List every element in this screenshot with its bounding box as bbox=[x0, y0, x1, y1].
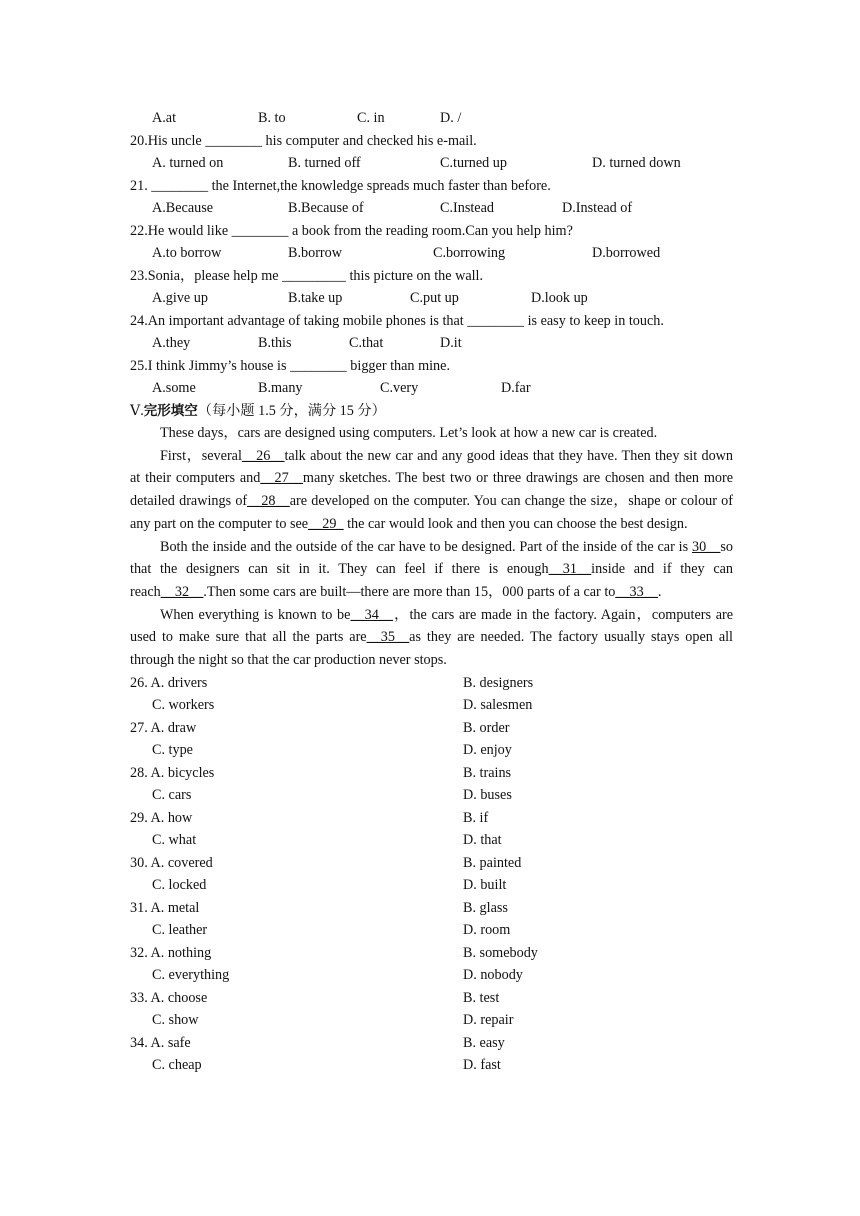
cloze-option-row bbox=[130, 807, 733, 830]
option-a: A.give up bbox=[152, 290, 208, 306]
option-c: C. show bbox=[152, 1012, 199, 1029]
option-b: B. glass bbox=[463, 899, 508, 916]
cloze-option-row bbox=[130, 1009, 733, 1032]
option-c: C. in bbox=[357, 110, 385, 126]
option-b: B.Because of bbox=[288, 200, 364, 216]
option-d: D. turned down bbox=[592, 155, 681, 171]
cloze-option-row bbox=[130, 987, 733, 1010]
cloze-option-row bbox=[130, 1054, 733, 1077]
question-20-options bbox=[130, 152, 733, 175]
section-heading bbox=[130, 400, 733, 423]
blank-27: __27__ bbox=[260, 470, 303, 487]
cloze-option-row bbox=[130, 784, 733, 807]
option-d: D.borrowed bbox=[592, 245, 661, 261]
option-b: B. order bbox=[463, 719, 510, 736]
cloze-option-row bbox=[130, 739, 733, 762]
question-number-and-option-a: 26. A. drivers bbox=[130, 674, 208, 691]
option-c: C.put up bbox=[410, 290, 459, 306]
cloze-options bbox=[130, 672, 733, 1077]
option-c: C.borrowing bbox=[433, 245, 506, 261]
option-b: B.take up bbox=[288, 290, 343, 306]
question-19-options bbox=[130, 107, 733, 130]
exam-page bbox=[130, 107, 733, 1077]
question-number-and-option-a: 30. A. covered bbox=[130, 854, 213, 871]
option-a: A.some bbox=[152, 380, 196, 396]
option-c: C.turned up bbox=[440, 155, 507, 171]
passage-paragraph-4: When everything is known to be__34__，the cars are made in the factory. Again，computers are used to make sure that all the parts are__35__as they are needed. The factory usually stays open all through the night so that the car production never stops. bbox=[130, 606, 734, 669]
option-d: D. repair bbox=[463, 1012, 514, 1029]
cloze-option-row bbox=[130, 852, 733, 875]
cloze-option-row bbox=[130, 1032, 733, 1055]
option-c: C. leather bbox=[152, 922, 208, 939]
question-24-options bbox=[130, 332, 733, 355]
section-note: （每小题 1.5 分，满分 15 分） bbox=[197, 402, 386, 419]
cloze-option-row bbox=[130, 874, 733, 897]
option-d: D.it bbox=[440, 335, 462, 351]
option-c: C. cheap bbox=[152, 1057, 202, 1074]
option-b: B. easy bbox=[463, 1034, 505, 1051]
option-a: A.they bbox=[152, 335, 191, 351]
option-b: B. to bbox=[258, 110, 286, 126]
question-21-stem: 21. ________ the Internet,the knowledge spreads much faster than before. bbox=[130, 177, 551, 194]
cloze-option-row bbox=[130, 694, 733, 717]
question-number-and-option-a: 27. A. draw bbox=[130, 719, 197, 736]
cloze-option-row bbox=[130, 897, 733, 920]
blank-31: __31__ bbox=[548, 561, 592, 578]
passage-paragraph-3: Both the inside and the outside of the car have to be designed. Part of the inside of the car is 30__so that the designers can sit in it. They can feel if there is enough__31__inside and if they can reach__32__.Then some cars are built—there are more than 15，000 parts of a car to__33__. bbox=[130, 538, 734, 600]
passage-paragraph-2: First，several__26__talk about the new car and any good ideas that they have. Then they sit down at their computers and__27__many sketches. The best two or three drawings are chosen and then more detailed drawings of__28__are developed on the computer. You can change the size，shape or colour of any part on the computer to see__29_ the car would look and then you can choose the best design. bbox=[130, 447, 734, 532]
section-title: 完形填空 bbox=[143, 402, 198, 419]
option-d: D. salesmen bbox=[463, 697, 533, 714]
option-d: D. buses bbox=[463, 787, 512, 804]
option-d: D. fast bbox=[463, 1057, 501, 1074]
option-d: D.Instead of bbox=[562, 200, 633, 216]
question-25-stem: 25.I think Jimmy’s house is ________ bigger than mine. bbox=[130, 357, 450, 374]
option-b: B. trains bbox=[463, 764, 512, 781]
blank-29: __29_ bbox=[308, 515, 344, 532]
question-25-options bbox=[130, 377, 733, 400]
question-number-and-option-a: 32. A. nothing bbox=[130, 944, 212, 961]
option-c: C. workers bbox=[152, 697, 215, 714]
question-23-stem: 23.Sonia，please help me _________ this picture on the wall. bbox=[130, 267, 484, 284]
cloze-option-row bbox=[130, 672, 733, 695]
option-b: B.many bbox=[258, 380, 303, 396]
option-d: D. that bbox=[463, 832, 502, 849]
question-24-stem: 24.An important advantage of taking mobile phones is that ________ is easy to keep in touch. bbox=[130, 312, 664, 329]
option-d: D. enjoy bbox=[463, 742, 512, 759]
blank-32: __32__ bbox=[160, 583, 204, 600]
option-b: B.borrow bbox=[288, 245, 342, 261]
cloze-option-row bbox=[130, 942, 733, 965]
option-d: D. room bbox=[463, 922, 511, 939]
question-22-options bbox=[130, 242, 733, 265]
option-b: B. designers bbox=[463, 674, 534, 691]
question-number-and-option-a: 28. A. bicycles bbox=[130, 764, 215, 781]
cloze-option-row bbox=[130, 919, 733, 942]
option-b: B.this bbox=[258, 335, 292, 351]
option-c: C.very bbox=[380, 380, 419, 396]
blank-28: __28__ bbox=[247, 493, 290, 510]
option-b: B. if bbox=[463, 809, 489, 826]
option-d: D. built bbox=[463, 877, 507, 894]
option-c: C. what bbox=[152, 832, 197, 849]
cloze-option-row bbox=[130, 717, 733, 740]
question-21-options bbox=[130, 197, 733, 220]
section-number: Ⅴ. bbox=[130, 402, 144, 419]
question-number-and-option-a: 33. A. choose bbox=[130, 989, 208, 1006]
option-b: B. somebody bbox=[463, 944, 538, 961]
option-c: C.Instead bbox=[440, 200, 494, 216]
option-d: D. / bbox=[440, 110, 462, 126]
option-a: A.Because bbox=[152, 200, 214, 216]
blank-35: __35__ bbox=[366, 629, 410, 646]
blank-33: __33__ bbox=[615, 583, 658, 600]
option-d: D.far bbox=[501, 380, 531, 396]
cloze-option-row bbox=[130, 762, 733, 785]
blank-30: 30__ bbox=[692, 538, 721, 555]
cloze-option-row bbox=[130, 829, 733, 852]
option-a: A.at bbox=[152, 110, 177, 126]
option-c: C. everything bbox=[152, 967, 230, 984]
option-b: B. painted bbox=[463, 854, 522, 871]
option-c: C.that bbox=[349, 335, 384, 351]
question-number-and-option-a: 29. A. how bbox=[130, 809, 193, 826]
option-a: A. turned on bbox=[152, 155, 224, 171]
option-c: C. cars bbox=[152, 787, 192, 804]
option-c: C. locked bbox=[152, 877, 207, 894]
question-20-stem: 20.His uncle ________ his computer and checked his e-mail. bbox=[130, 132, 477, 149]
question-number-and-option-a: 34. A. safe bbox=[130, 1034, 191, 1051]
question-number-and-option-a: 31. A. metal bbox=[130, 899, 200, 916]
option-b: B. turned off bbox=[288, 155, 361, 171]
passage-paragraph-1: These days，cars are designed using computers. Let’s look at how a new car is created. bbox=[160, 425, 658, 441]
option-d: D. nobody bbox=[463, 967, 523, 984]
option-d: D.look up bbox=[531, 290, 588, 306]
option-b: B. test bbox=[463, 989, 500, 1006]
question-22-stem: 22.He would like ________ a book from the reading room.Can you help him? bbox=[130, 222, 573, 239]
option-a: A.to borrow bbox=[152, 245, 222, 261]
question-23-options bbox=[130, 287, 733, 310]
blank-26: __26__ bbox=[241, 447, 285, 464]
option-c: C. type bbox=[152, 742, 193, 759]
blank-34: __34__ bbox=[350, 606, 394, 623]
cloze-option-row bbox=[130, 964, 733, 987]
